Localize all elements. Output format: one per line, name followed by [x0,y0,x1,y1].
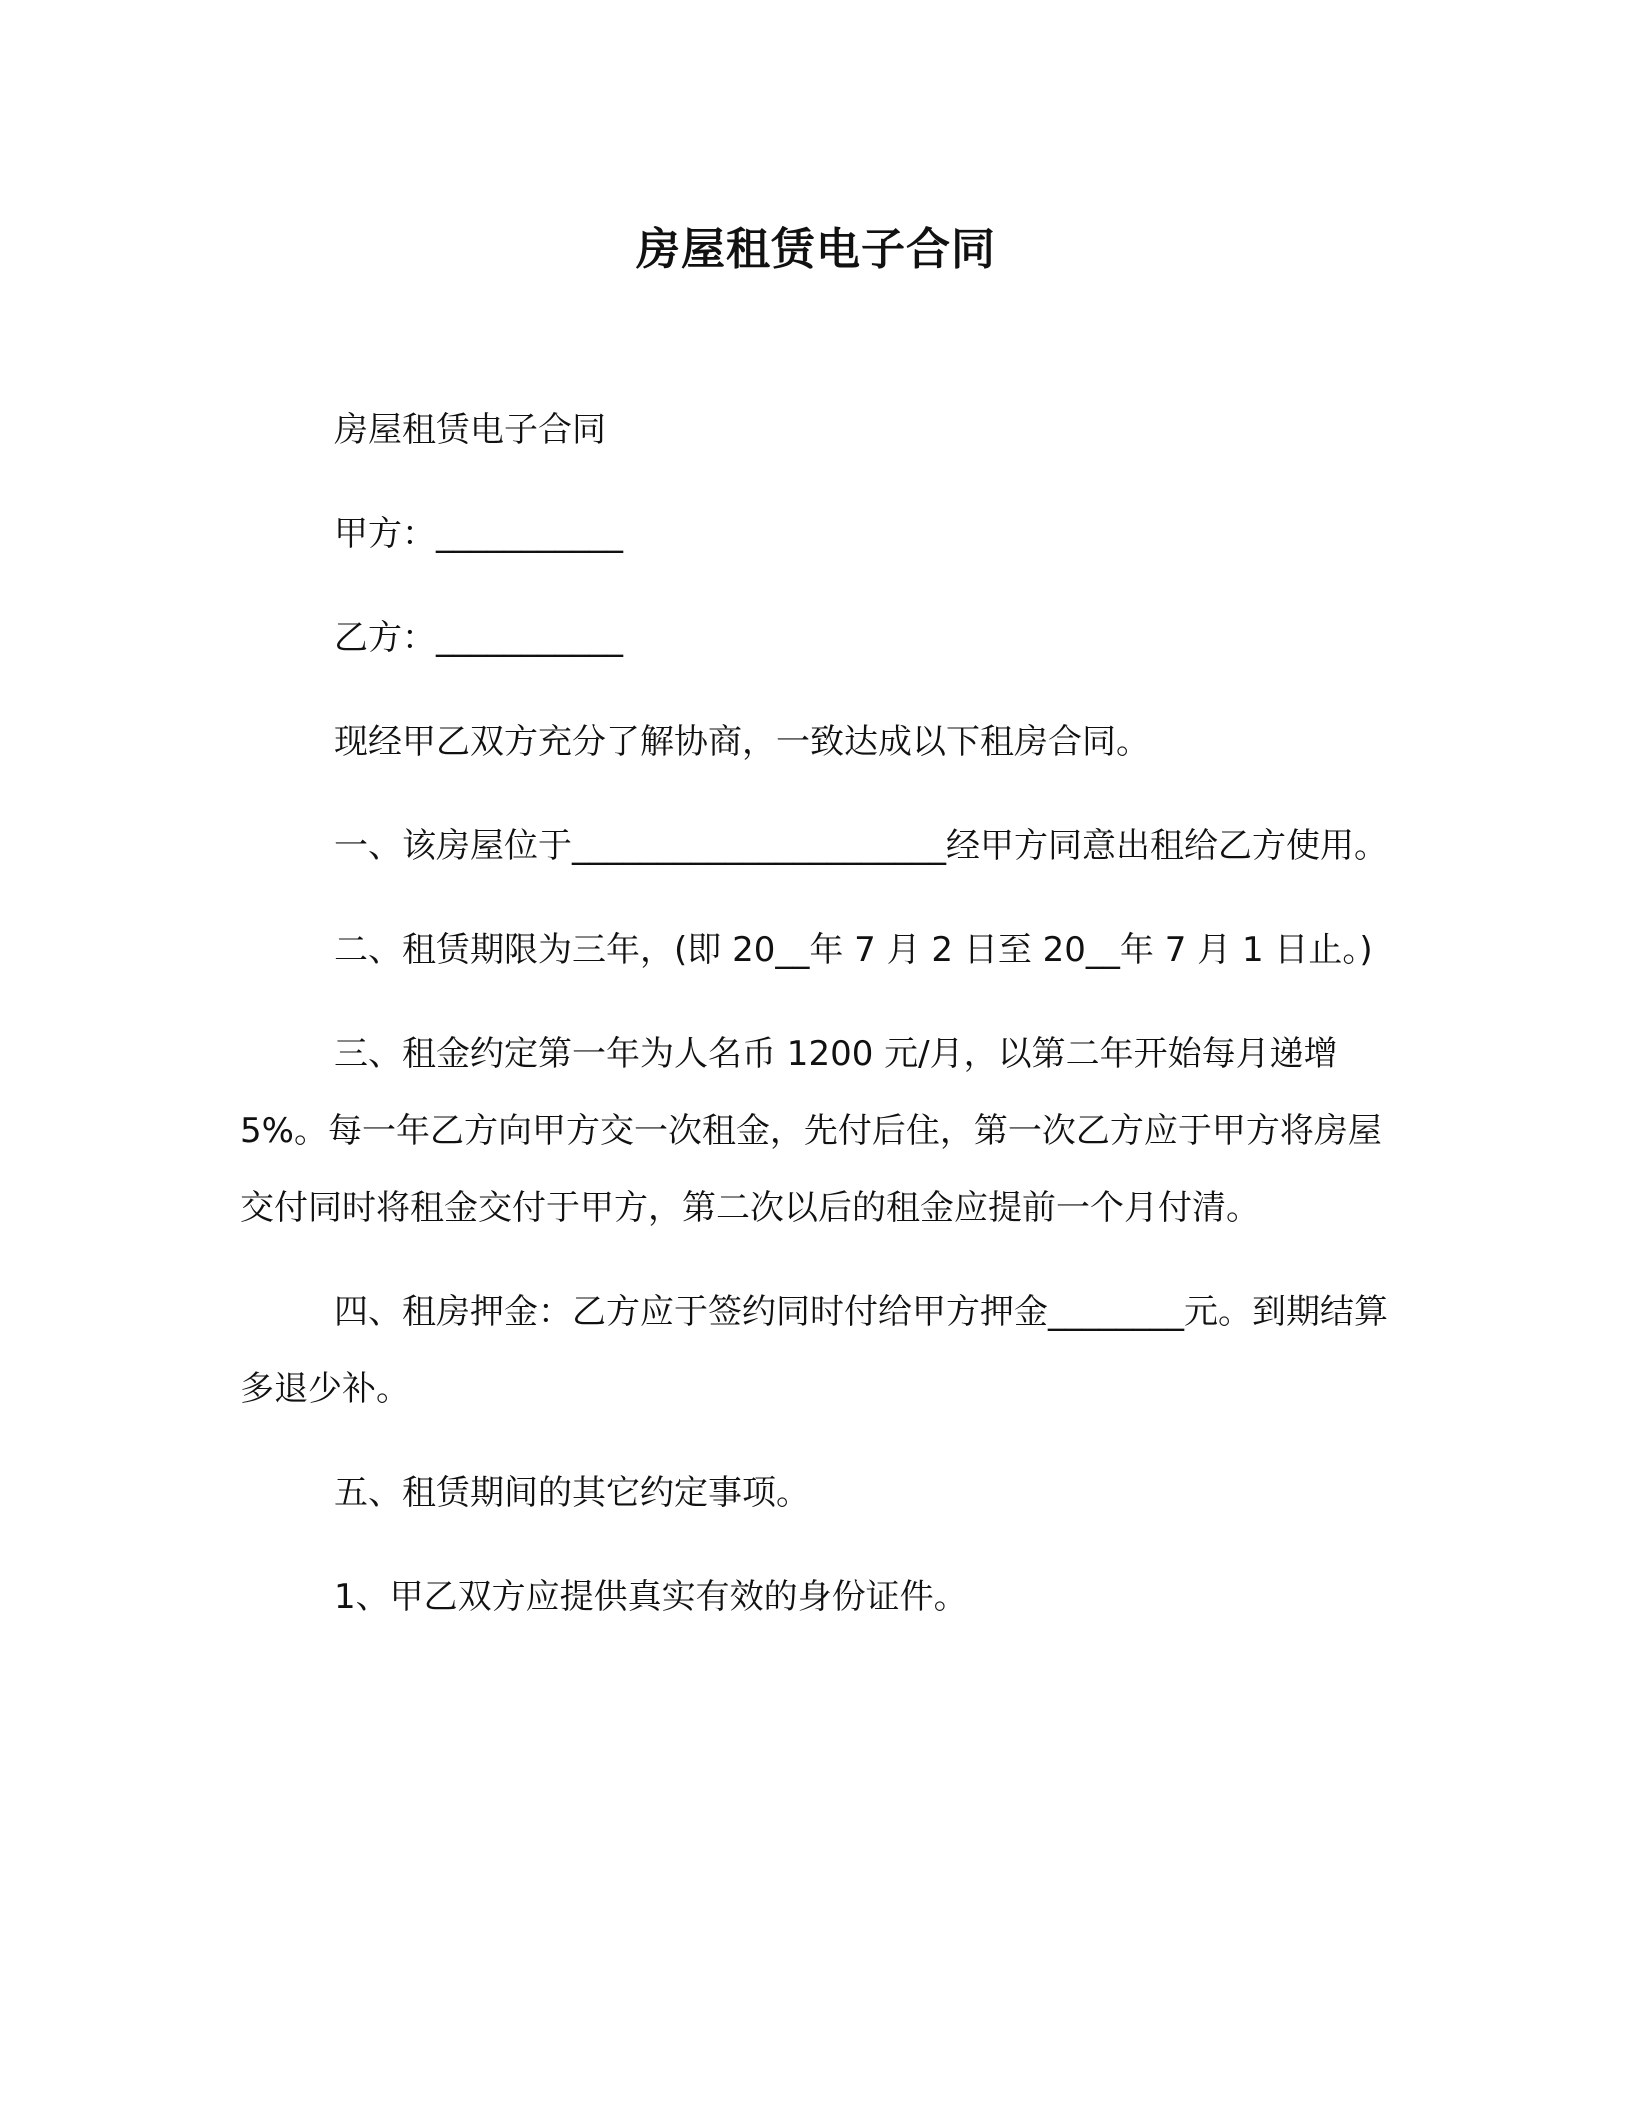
paragraph-clause-4: 四、租房押金：乙方应于签约同时付给甲方押金________元。到期结算多退少补。 [240,1292,1388,1409]
paragraph-clause-1: 一、该房屋位于______________________经甲方同意出租给乙方使用。 [334,826,1388,866]
paragraph-clause-3: 三、租金约定第一年为人名币 1200 元/月，以第二年开始每月递增 5%。每一年乙方向甲方交一次租金，先付后住，第一次乙方应于甲方将房屋交付同时将租金交付于甲方，第二次以后的租金应提前一个月付清。 [240,1034,1382,1228]
document-body [240,392,1392,1663]
paragraph-preamble: 现经甲乙双方充分了解协商，一致达成以下租房合同。 [334,722,1150,762]
paragraph-clause-5: 五、租赁期间的其它约定事项。 [334,1473,810,1513]
document-title: 房屋租赁电子合同 [636,224,996,275]
paragraph-item-1: 1、甲乙双方应提供真实有效的身份证件。 [334,1577,968,1617]
paragraph-party-a: 甲方：___________ [334,514,623,554]
paragraph-clause-2: 二、租赁期限为三年，(即 20__年 7 月 2 日至 20__年 7 月 1 日止。) [334,930,1373,970]
paragraph-heading: 房屋租赁电子合同 [334,410,606,450]
paragraph-party-b: 乙方：___________ [334,618,623,658]
